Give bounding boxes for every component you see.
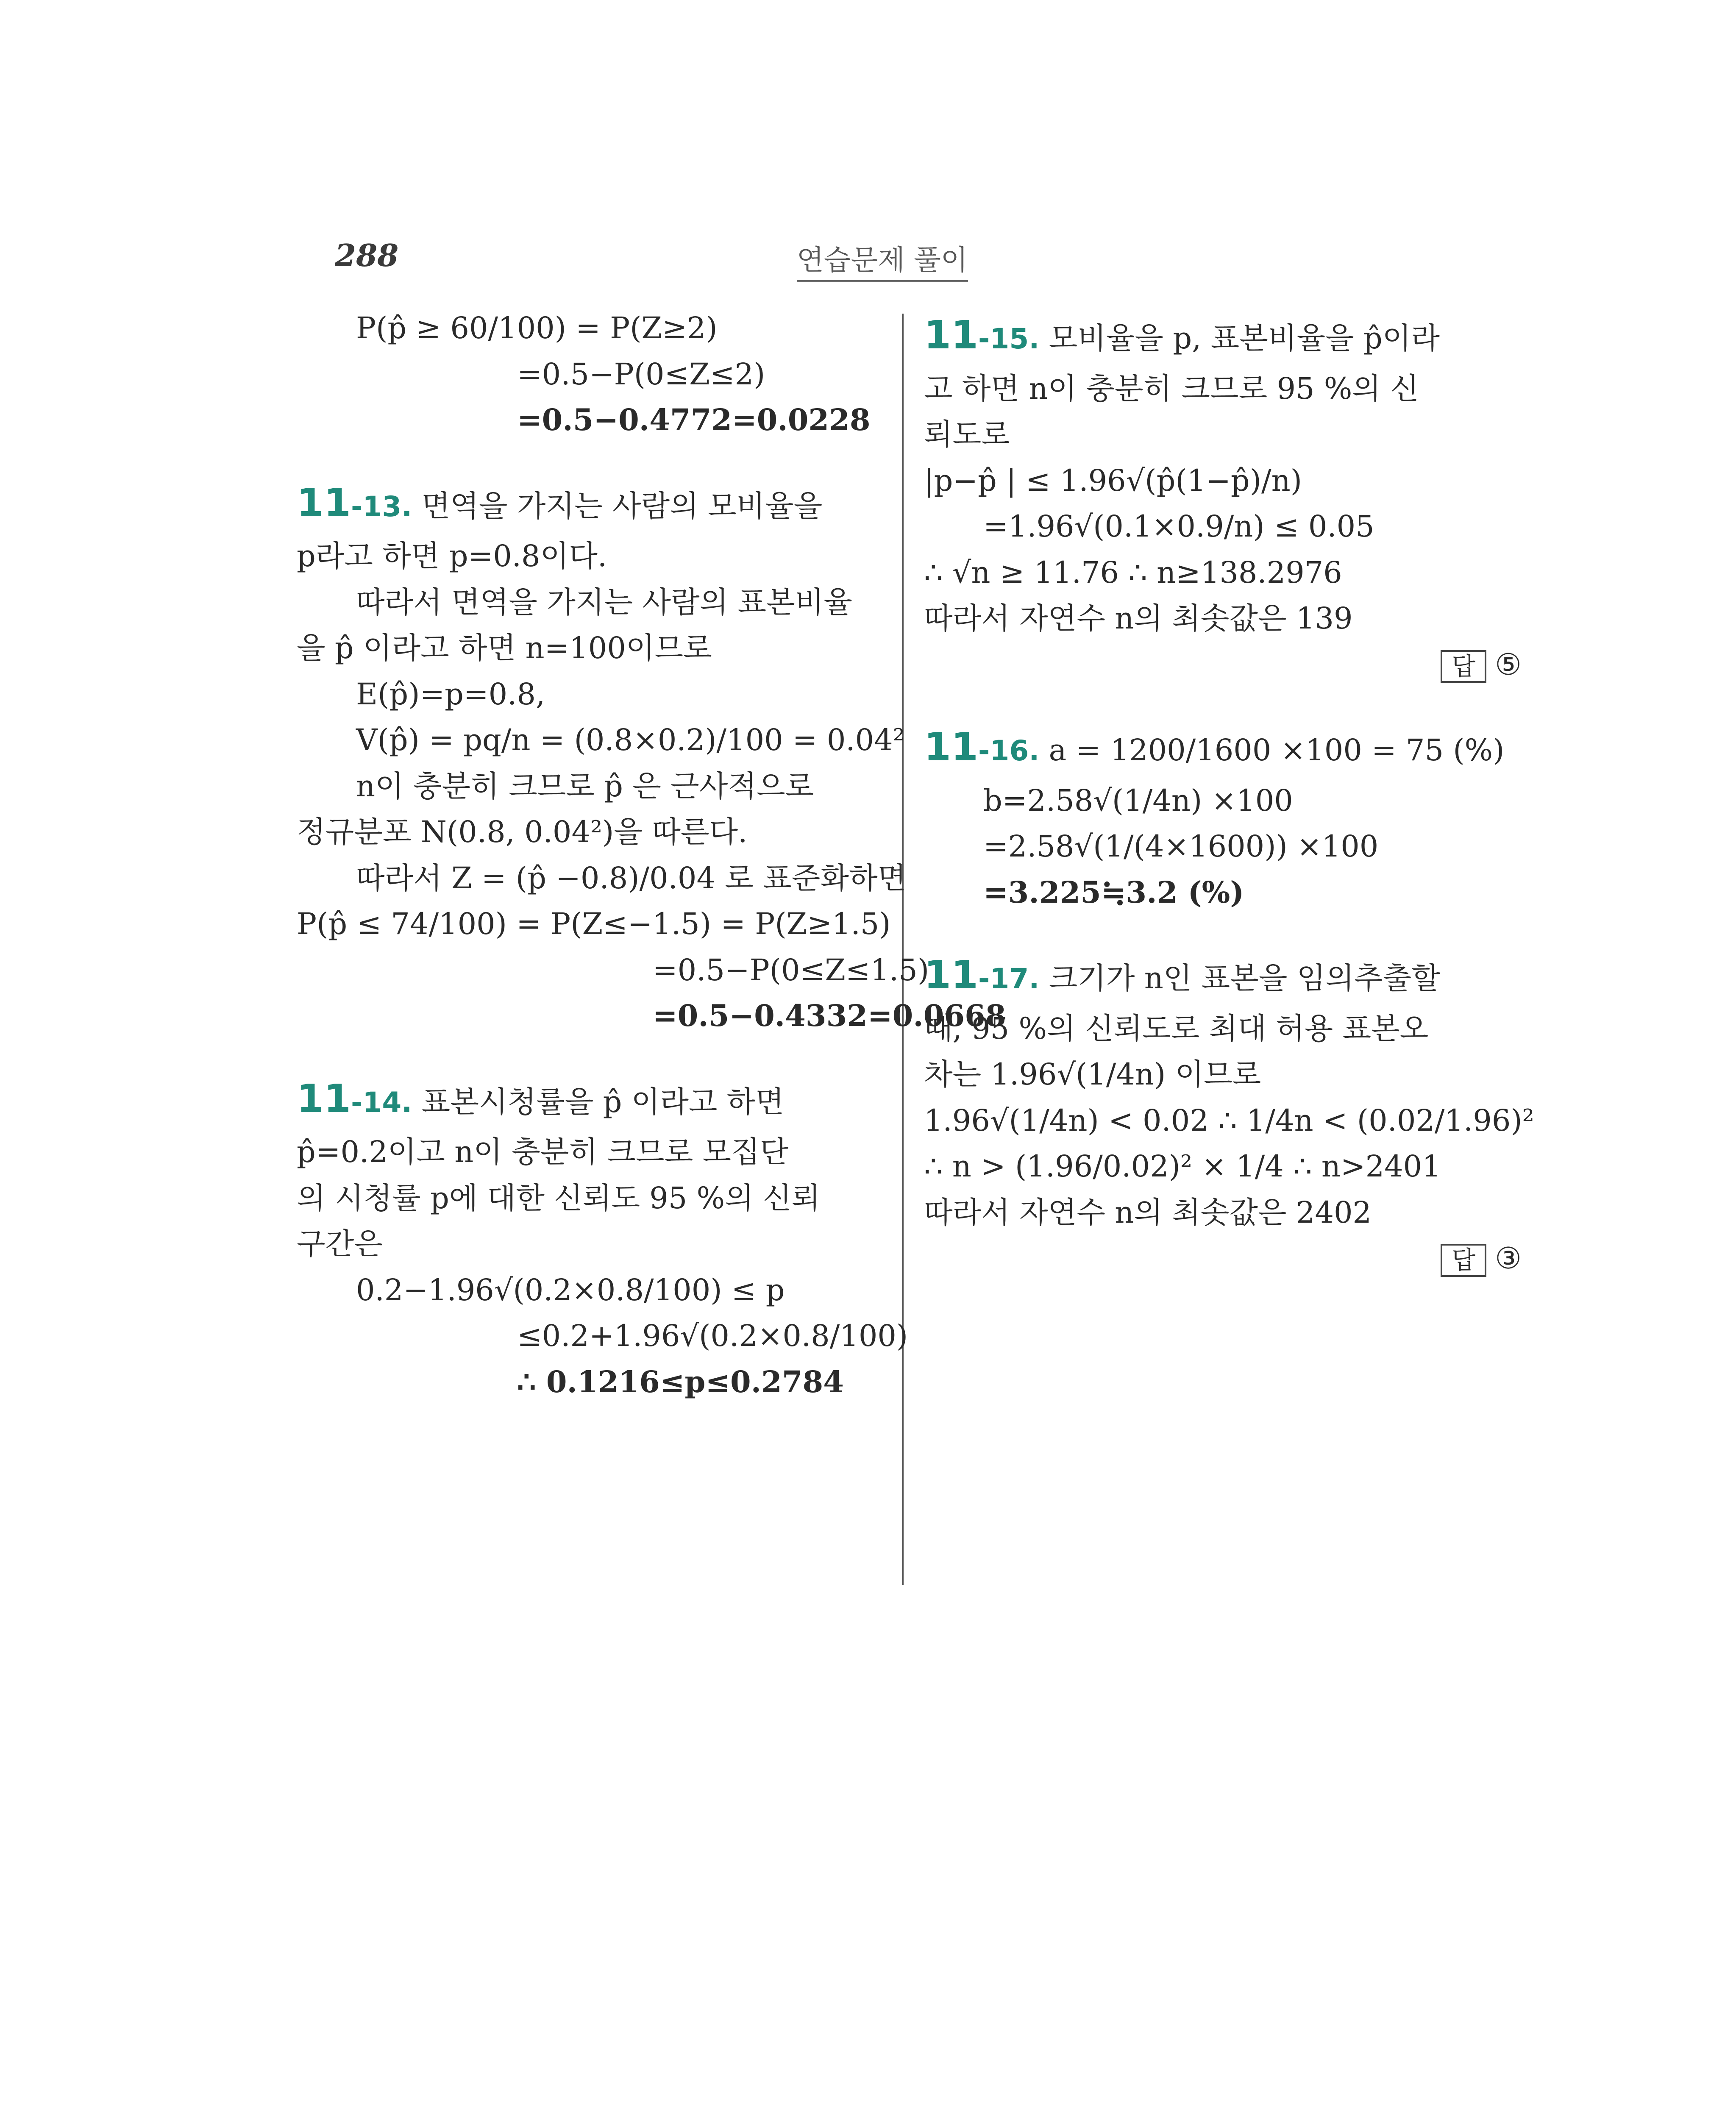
problem-text: 모비율을 p, 표본비율을 p̂이라	[1049, 321, 1440, 356]
problem-header-11-13	[297, 473, 882, 534]
answer-value: ③	[1495, 1241, 1522, 1276]
solution-line: P(p̂ ≤ 74/100) = P(Z≤−1.5) = P(Z≥1.5)	[297, 907, 891, 942]
solution-line: V(p̂) = pq/n = (0.8×0.2)/100 = 0.04²	[356, 723, 905, 758]
solution-line: 의 시청률 p에 대한 신뢰도 95 %의 신뢰	[297, 1180, 821, 1215]
solution-line: 때, 95 %의 신뢰도로 최대 허용 표본오	[924, 1011, 1429, 1046]
solution-line: 정규분포 N(0.8, 0.04²)을 따른다.	[297, 815, 748, 850]
solution-line: 을 p̂ 이라고 하면 n=100이므로	[297, 631, 712, 666]
problem-text: 표본시청률을 p̂ 이라고 하면	[421, 1084, 784, 1119]
solution-line: =0.5−P(0≤Z≤1.5)	[653, 952, 929, 987]
problem-number: 11-15.	[924, 312, 1040, 358]
solution-line: 0.2−1.96√(0.2×0.8/100) ≤ p	[356, 1272, 785, 1307]
solution-line: ∴ n > (1.96/0.02)² × 1/4 ∴ n>2401	[924, 1149, 1441, 1184]
problem-header-11-14	[297, 1069, 882, 1129]
solution-line: P(p̂ ≥ 60/100) = P(Z≥2)	[356, 311, 718, 345]
answer-line	[924, 642, 1526, 688]
answer-line	[924, 1235, 1526, 1282]
solution-line: 따라서 자연수 n의 최솟값은 139	[924, 601, 1353, 636]
problem-header-11-16	[924, 717, 1526, 778]
problem-number: 11-17.	[924, 952, 1040, 998]
answer-label-box: 답	[1441, 1244, 1486, 1277]
answer-label-box: 답	[1441, 650, 1486, 683]
solution-line: 구간은	[297, 1226, 383, 1262]
solution-line: 뢰도로	[924, 417, 1010, 452]
problem-number: 11-13.	[297, 480, 412, 526]
problem-header-11-15	[924, 305, 1526, 366]
solution-line: =0.5−0.4332=0.0668	[653, 998, 1006, 1034]
solution-line: =2.58√(1/(4×1600)) ×100	[983, 829, 1379, 864]
solution-line: =0.5−0.4772=0.0228	[517, 402, 871, 437]
solution-line: E(p̂)=p=0.8,	[356, 676, 545, 712]
solution-line: ∴ 0.1216≤p≤0.2784	[517, 1364, 844, 1399]
problem-text: a = 1200/1600 ×100 = 75 (%)	[1049, 733, 1505, 768]
solution-line: |p−p̂ | ≤ 1.96√(p̂(1−p̂)/n)	[924, 463, 1302, 498]
answer-value: ⑤	[1495, 647, 1522, 682]
solution-line: 1.96√(1/4n) < 0.02 ∴ 1/4n < (0.02/1.96)²	[924, 1103, 1534, 1138]
solution-line: p라고 하면 p=0.8이다.	[297, 539, 607, 574]
problem-number: 11-14.	[297, 1076, 412, 1121]
page-number: 288	[335, 237, 399, 273]
solution-line: 따라서 면역을 가지는 사람의 표본비율	[356, 584, 852, 620]
solution-line: ∴ √n ≥ 11.76 ∴ n≥138.2976	[924, 555, 1342, 590]
solution-line: 따라서 자연수 n의 최솟값은 2402	[924, 1195, 1372, 1230]
problem-text: 면역을 가지는 사람의 모비율을	[421, 488, 823, 523]
running-title: 연습문제 풀이	[797, 237, 968, 282]
solution-line: n이 충분히 크므로 p̂ 은 근사적으로	[356, 768, 814, 804]
solution-line: 고 하면 n이 충분히 크므로 95 %의 신	[924, 371, 1419, 406]
solution-line: =1.96√(0.1×0.9/n) ≤ 0.05	[983, 509, 1374, 544]
problem-text: 크기가 n인 표본을 임의추출할	[1049, 961, 1440, 996]
problem-number: 11-16.	[924, 724, 1040, 770]
solution-line: =0.5−P(0≤Z≤2)	[517, 356, 765, 392]
solution-line: b=2.58√(1/4n) ×100	[983, 783, 1293, 818]
solution-line: 따라서 Z = (p̂ −0.8)/0.04 로 표준화하면	[356, 860, 907, 895]
problem-header-11-17	[924, 945, 1526, 1006]
solution-line: =3.225≒3.2 (%)	[983, 874, 1244, 910]
solution-line: ≤0.2+1.96√(0.2×0.8/100)	[517, 1318, 908, 1354]
solution-line: 차는 1.96√(1/4n) 이므로	[924, 1057, 1261, 1092]
right-column	[924, 305, 1534, 1282]
solution-line: p̂=0.2이고 n이 충분히 크므로 모집단	[297, 1135, 789, 1170]
